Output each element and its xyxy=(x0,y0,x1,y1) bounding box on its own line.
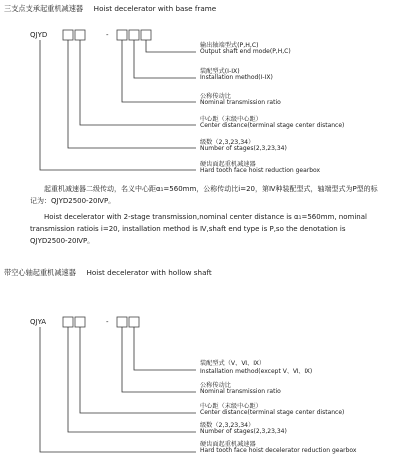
section2-box-center-distance xyxy=(75,317,85,327)
section2-box-stages xyxy=(63,317,73,327)
section2-leader-installation xyxy=(134,327,196,370)
section1-label-ratio-cn: 公称传动比 xyxy=(200,93,231,100)
section2-leader-stages xyxy=(68,327,196,432)
section2-label-installation-en: Installation method(except Ⅴ、Ⅵ、Ⅸ) xyxy=(200,368,313,375)
section1-label-code-cn: 硬齿面起重机减速器 xyxy=(200,161,256,168)
section2-label-center-distance-en: Center distance(terminal stage center distance) xyxy=(200,409,345,416)
section1-title-cn: 三支点支承起重机减速器 xyxy=(4,4,84,13)
section2-box-ratio xyxy=(117,317,127,327)
section2-title-cn: 带空心轴起重机减速器 xyxy=(4,268,76,277)
section1-label-shaft-end-cn: 输出轴端型式(P,H,C) xyxy=(200,42,259,49)
section2-label-installation-cn: 装配型式（Ⅴ、Ⅵ、Ⅸ） xyxy=(200,360,266,367)
section1-label-installation-en: Installation method(I-IX) xyxy=(200,74,273,81)
section1-label-stages-cn: 级数（2,3,23,34） xyxy=(200,139,255,146)
section1-dash: - xyxy=(106,31,109,39)
section2-title-en: Hoist decelerator with hollow shaft xyxy=(86,268,212,277)
section1-label-shaft-end-en: Output shaft end mode(P,H,C) xyxy=(200,48,291,55)
section1-code: QJYD xyxy=(30,31,48,39)
section2-dash: - xyxy=(106,318,109,326)
section1-label-ratio-en: Nominal transmission ratio xyxy=(200,99,281,106)
section1-example-cn: 起重机减速器二级传动，名义中心距α₁=560mm，公称传动比i=20，第Ⅳ种装配型式，轴端型式为P型的标记为：QJYD2500-20ⅣP。 xyxy=(30,185,378,205)
section2-leader-code xyxy=(40,327,196,452)
section2-label-center-distance-cn: 中心距（末级中心距） xyxy=(200,403,262,410)
section1-label-stages-en: Number of stages(2,3,23,34) xyxy=(200,145,287,152)
section2-label-ratio-cn: 公称传动比 xyxy=(200,382,231,389)
section2-label-stages-en: Number of stages(2,3,23,34) xyxy=(200,428,287,435)
section1-label-code-en: Hard tooth face hoist reduction gearbox xyxy=(200,167,321,174)
section2-code: QJYA xyxy=(30,318,47,326)
section2-label-stages-cn: 级数（2,3,23,34） xyxy=(200,422,255,429)
section1-title-en: Hoist decelerator with base frame xyxy=(93,4,217,13)
section1-label-installation-cn: 装配型式(I-IX) xyxy=(200,68,240,75)
section2-box-installation xyxy=(129,317,139,327)
section2-label-code-cn: 硬齿面起重机减速器 xyxy=(200,441,256,448)
section2-label-code-en: Hard tooth face hoist decelerator reduction gearbox xyxy=(200,447,357,454)
section1-label-center-distance-en: Center distance(terminal stage center distance) xyxy=(200,122,345,129)
section2-leader-ratio xyxy=(122,327,196,392)
section1-label-center-distance-cn: 中心距（末级中心距） xyxy=(200,116,262,123)
section1-example-en: Hoist decelerator with 2-stage transmission,nominal center distance is α₁=560mm, nominal transmission ratiois i=20, installation method is Ⅳ,shaft end type is P,so the denotation is QJYD2500-20ⅣP。 xyxy=(30,213,367,245)
section2-label-ratio-en: Nominal transmission ratio xyxy=(200,388,281,395)
